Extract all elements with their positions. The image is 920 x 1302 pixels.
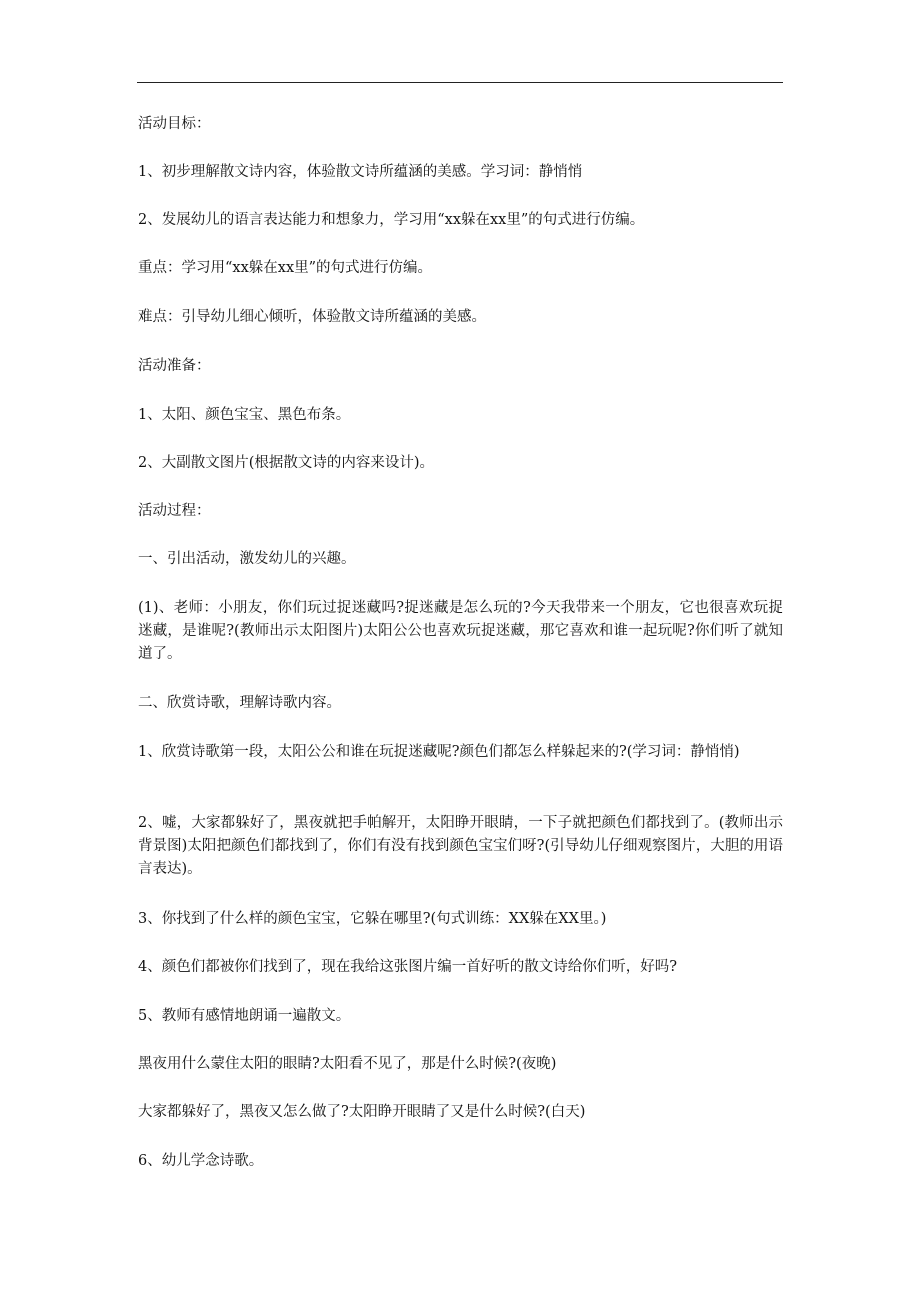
paragraph-prep-1: 1、太阳、颜色宝宝、黑色布条。 [138, 407, 351, 423]
paragraph-difficulty: 难点：引导幼儿细心倾听，体验散文诗所蕴涵的美感。 [138, 309, 486, 325]
paragraph-step-2-heading: 二、欣赏诗歌，理解诗歌内容。 [138, 695, 341, 711]
paragraph-step-1-teacher: (1)、老师：小朋友，你们玩过捉迷藏吗?捉迷藏是怎么玩的?今天我带来一个朋友，它也很喜欢玩捉迷藏，是谁呢?(教师出示太阳图片)太阳公公也喜欢玩捉迷藏，那它喜欢和谁一起玩呢?你们听了就知道了。 [138, 600, 783, 662]
section-heading-preparation: 活动准备： [138, 358, 211, 374]
section-heading-process: 活动过程： [138, 503, 211, 519]
paragraph-step-2-item-4: 4、颜色们都被你们找到了，现在我给这张图片编一首好听的散文诗给你们听，好吗? [138, 959, 677, 975]
header-rule [137, 82, 783, 83]
paragraph-key-point: 重点：学习用“xx躲在xx里”的句式进行仿编。 [138, 260, 433, 276]
paragraph-goal-1: 1、初步理解散文诗内容，体验散文诗所蕴涵的美感。学习词：静悄悄 [138, 164, 583, 180]
paragraph-step-2-item-6: 6、幼儿学念诗歌。 [138, 1153, 264, 1169]
paragraph-step-1-heading: 一、引出活动，激发幼儿的兴趣。 [138, 551, 356, 567]
paragraph-step-2-item-2: 2、嘘，大家都躲好了，黑夜就把手帕解开，太阳睁开眼睛，一下子就把颜色们都找到了。(教师出示背景图)太阳把颜色们都找到了，你们有没有找到颜色宝宝们呀?(引导幼儿仔细观察图片，大胆的用语言表达)。 [138, 815, 783, 877]
paragraph-step-2-item-1: 1、欣赏诗歌第一段，太阳公公和谁在玩捉迷藏呢?颜色们都怎么样躲起来的?(学习词：静悄悄) [138, 744, 740, 760]
paragraph-goal-2: 2、发展幼儿的语言表达能力和想象力，学习用“xx躲在xx里”的句式进行仿编。 [138, 212, 645, 228]
paragraph-step-2-item-5: 5、教师有感情地朗诵一遍散文。 [138, 1008, 351, 1024]
paragraph-question-day: 大家都躲好了，黑夜又怎么做了?太阳睁开眼睛了又是什么时候?(白天) [138, 1104, 586, 1120]
section-heading-goals: 活动目标： [138, 116, 211, 132]
paragraph-question-night: 黑夜用什么蒙住太阳的眼睛?太阳看不见了，那是什么时候?(夜晚) [138, 1056, 557, 1072]
paragraph-prep-2: 2、大副散文图片(根据散文诗的内容来设计)。 [138, 455, 435, 471]
paragraph-step-2-item-3: 3、你找到了什么样的颜色宝宝，它躲在哪里?(句式训练：XX躲在XX里。) [138, 911, 607, 927]
